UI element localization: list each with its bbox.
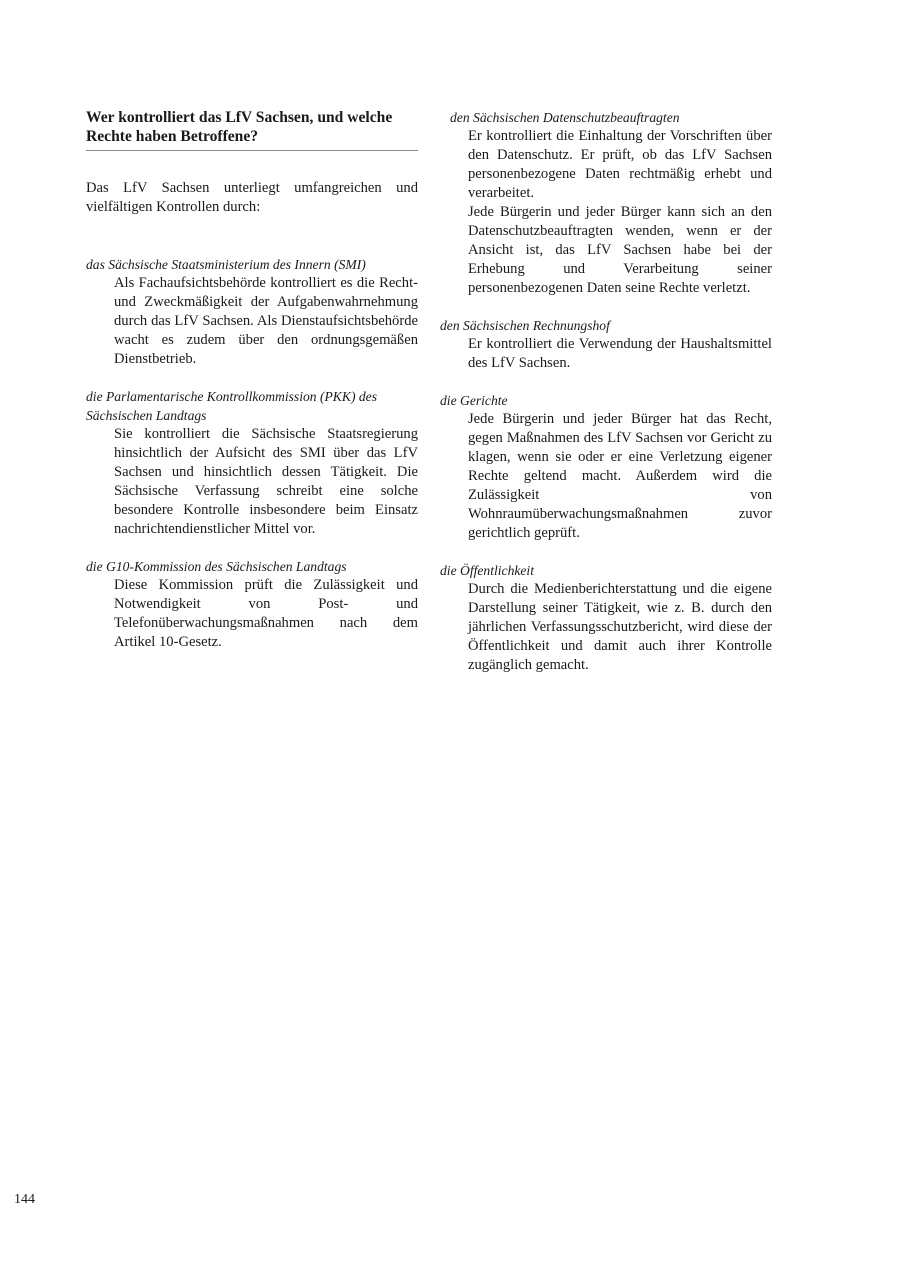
section-body: Jede Bürgerin und jeder Bürger hat das Recht, gegen Maßnahmen des LfV Sachsen vor Gericht zu klagen, wenn sie oder er eine Verletzung eigener Rechte geltend macht. Außerdem wird die Zulässigkeit von Wohnraumüberwachungsmaßnahmen zuvor gerichtlich geprüft. xyxy=(468,411,772,541)
section-pkk xyxy=(86,387,418,539)
section-heading: Wer kontrolliert das LfV Sachsen, und welche Rechte haben Betroffene? xyxy=(86,108,418,151)
section-body: Durch die Medienberichterstattung und die eigene Darstellung seiner Tätigkeit, wie z. B. durch den jährlichen Verfassungsschutzbericht, wird diese der Öffentlichkeit und damit auch ihrer Kontrolle zugänglich gemacht. xyxy=(468,581,772,673)
section-g10 xyxy=(86,557,418,652)
section-body: Sie kontrolliert die Sächsische Staatsregierung hinsichtlich der Aufsicht des SMI über das LfV Sachsen und hinsichtlich dessen Tätigkeit. Die Sächsische Verfassung schreibt eine solche besondere Kontrolle insbesondere beim Einsatz nachrichtendienstlicher Mittel vor. xyxy=(114,426,418,537)
left-column xyxy=(86,108,418,652)
page-number: 144 xyxy=(14,1192,35,1207)
section-title: die Parlamentarische Kontrollkommission (PKK) des Sächsischen Landtags xyxy=(86,389,377,423)
section-body: Er kontrolliert die Verwendung der Haushaltsmittel des LfV Sachsen. xyxy=(468,336,772,371)
section-rechnungshof xyxy=(440,316,772,373)
section-gerichte xyxy=(440,391,772,543)
section-body: Diese Kommission prüft die Zulässigkeit und Notwendigkeit von Post- und Telefonüberwachungsmaßnahmen nach dem Artikel 10-Gesetz. xyxy=(114,577,418,650)
section-body: Jede Bürgerin und jeder Bürger kann sich an den Datenschutzbeauftragten wenden, wenn er der Ansicht ist, das LfV Sachsen habe bei der Erhebung und Verarbeitung seiner personenbezogenen Daten seine Rechte verletzt. xyxy=(468,204,772,296)
intro-paragraph: Das LfV Sachsen unterliegt umfangreichen und vielfältigen Kontrollen durch: xyxy=(86,180,418,215)
section-title: die G10-Kommission des Sächsischen Landtags xyxy=(86,559,347,574)
section-title: den Sächsischen Datenschutzbeauftragten xyxy=(450,110,680,125)
section-title: den Sächsischen Rechnungshof xyxy=(440,318,610,333)
section-title: die Öffentlichkeit xyxy=(440,563,534,578)
section-title: das Sächsische Staatsministerium des Innern (SMI) xyxy=(86,257,366,272)
section-body: Er kontrolliert die Einhaltung der Vorschriften über den Datenschutz. Er prüft, ob das LfV Sachsen personenbezogene Daten rechtmäßig erhebt und verarbeitet. xyxy=(468,128,772,201)
section-title: die Gerichte xyxy=(440,393,508,408)
section-oeffentlichkeit xyxy=(440,561,772,675)
section-body: Als Fachaufsichtsbehörde kontrolliert es die Recht- und Zweckmäßigkeit der Aufgabenwahrnehmung durch das LfV Sachsen. Als Dienstaufsichtsbehörde wacht es zudem über den ordnungsgemäßen Dienstbetrieb. xyxy=(114,275,418,367)
section-datenschutz xyxy=(440,108,772,298)
section-smi xyxy=(86,255,418,369)
right-column xyxy=(440,108,772,675)
